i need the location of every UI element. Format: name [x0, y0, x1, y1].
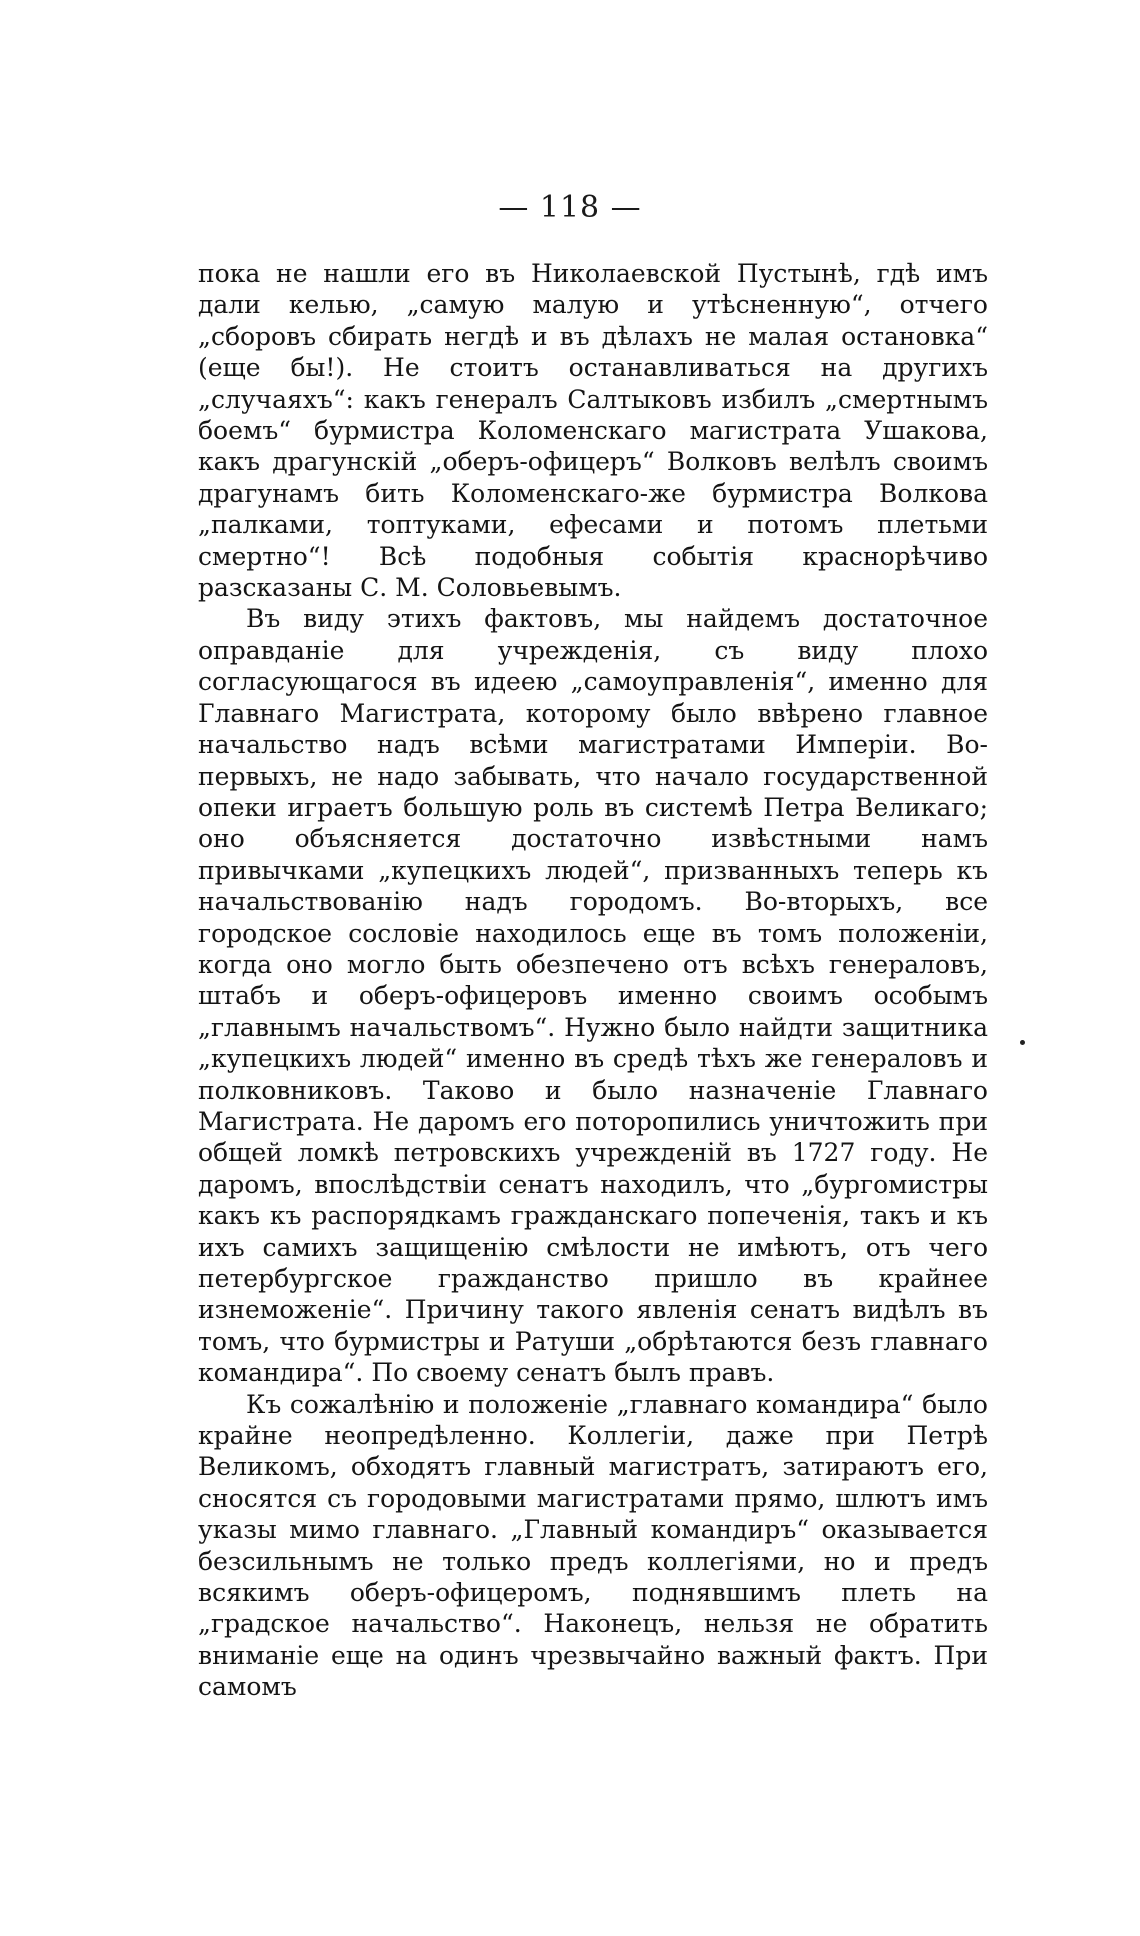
paragraph-2: Въ виду этихъ фактовъ, мы найдемъ достаточное оправданіе для учрежденія, съ виду плохо согласующагося въ идеею „самоуправленія“, именно для Главнаго Магистрата, которому было ввѣрено главное начальство надъ всѣми магистратами Имперіи. Во-первыхъ, не надо забывать, что начало государственной опеки играетъ большую роль въ системѣ Петра Великаго; оно объясняется достаточно извѣстными намъ привычками „купецкихъ людей“, призванныхъ теперь къ начальствованію надъ городомъ. Во-вторыхъ, все городское сословіе находилось еще въ томъ положеніи, когда оно могло быть обезпечено отъ всѣхъ генераловъ, штабъ и оберъ-офицеровъ именно своимъ особымъ „главнымъ начальствомъ“. Нужно было найдти защитника „купецкихъ людей“ именно въ средѣ тѣхъ же генераловъ и полковниковъ. Таково и было назначеніе Главнаго Магистрата. Не даромъ его поторопились уничтожить при общей ломкѣ петровскихъ учрежденій въ 1727 году. Не даромъ, впослѣдствіи сенатъ находилъ, что „бургомистры какъ къ распорядкамъ гражданскаго попеченія, такъ и къ ихъ самихъ защищенію смѣлости не имѣютъ, отъ чего петербургское гражданство пришло въ крайнее изнеможеніе“. Причину такого явленія сенатъ видѣлъ въ томъ, что бурмистры и Ратуши „обрѣтаются безъ главнаго командира“. По своему сенатъ былъ правъ.: [198, 604, 988, 1388]
paragraph-1: пока не нашли его въ Николаевской Пустынѣ, гдѣ имъ дали келью, „самую малую и утѣсненную“, отчего „сборовъ сбирать негдѣ и въ дѣлахъ не малая остановка“ (еще бы!). Не стоитъ останавливаться на другихъ „случаяхъ“: какъ генералъ Салтыковъ избилъ „смертнымъ боемъ“ бурмистра Коломенскаго магистрата Ушакова, какъ драгунскій „оберъ-офицеръ“ Волковъ велѣлъ своимъ драгунамъ бить Коломенскаго-же бурмистра Волкова „палками, топтуками, ефесами и потомъ плетьми смертно“! Всѣ подобныя событія краснорѣчиво разсказаны С. М. Соловьевымъ.: [198, 259, 988, 603]
print-speck: [1020, 1040, 1025, 1045]
body-text: [198, 258, 988, 1703]
paragraph-3: Къ сожалѣнію и положеніе „главнаго командира“ было крайне неопредѣленно. Коллегіи, даже при Петрѣ Великомъ, обходятъ главный магистратъ, затираютъ его, сносятся съ городовыми магистратами прямо, шлютъ имъ указы мимо главнаго. „Главный командиръ“ оказывается безсильнымъ не только предъ коллегіями, но и предъ всякимъ оберъ-офицеромъ, поднявшимъ плеть на „градское начальство“. Наконецъ, нельзя не обратить вниманіе еще на одинъ чрезвычайно важный фактъ. При самомъ: [198, 1389, 988, 1702]
page-number: — 118 —: [498, 190, 642, 225]
